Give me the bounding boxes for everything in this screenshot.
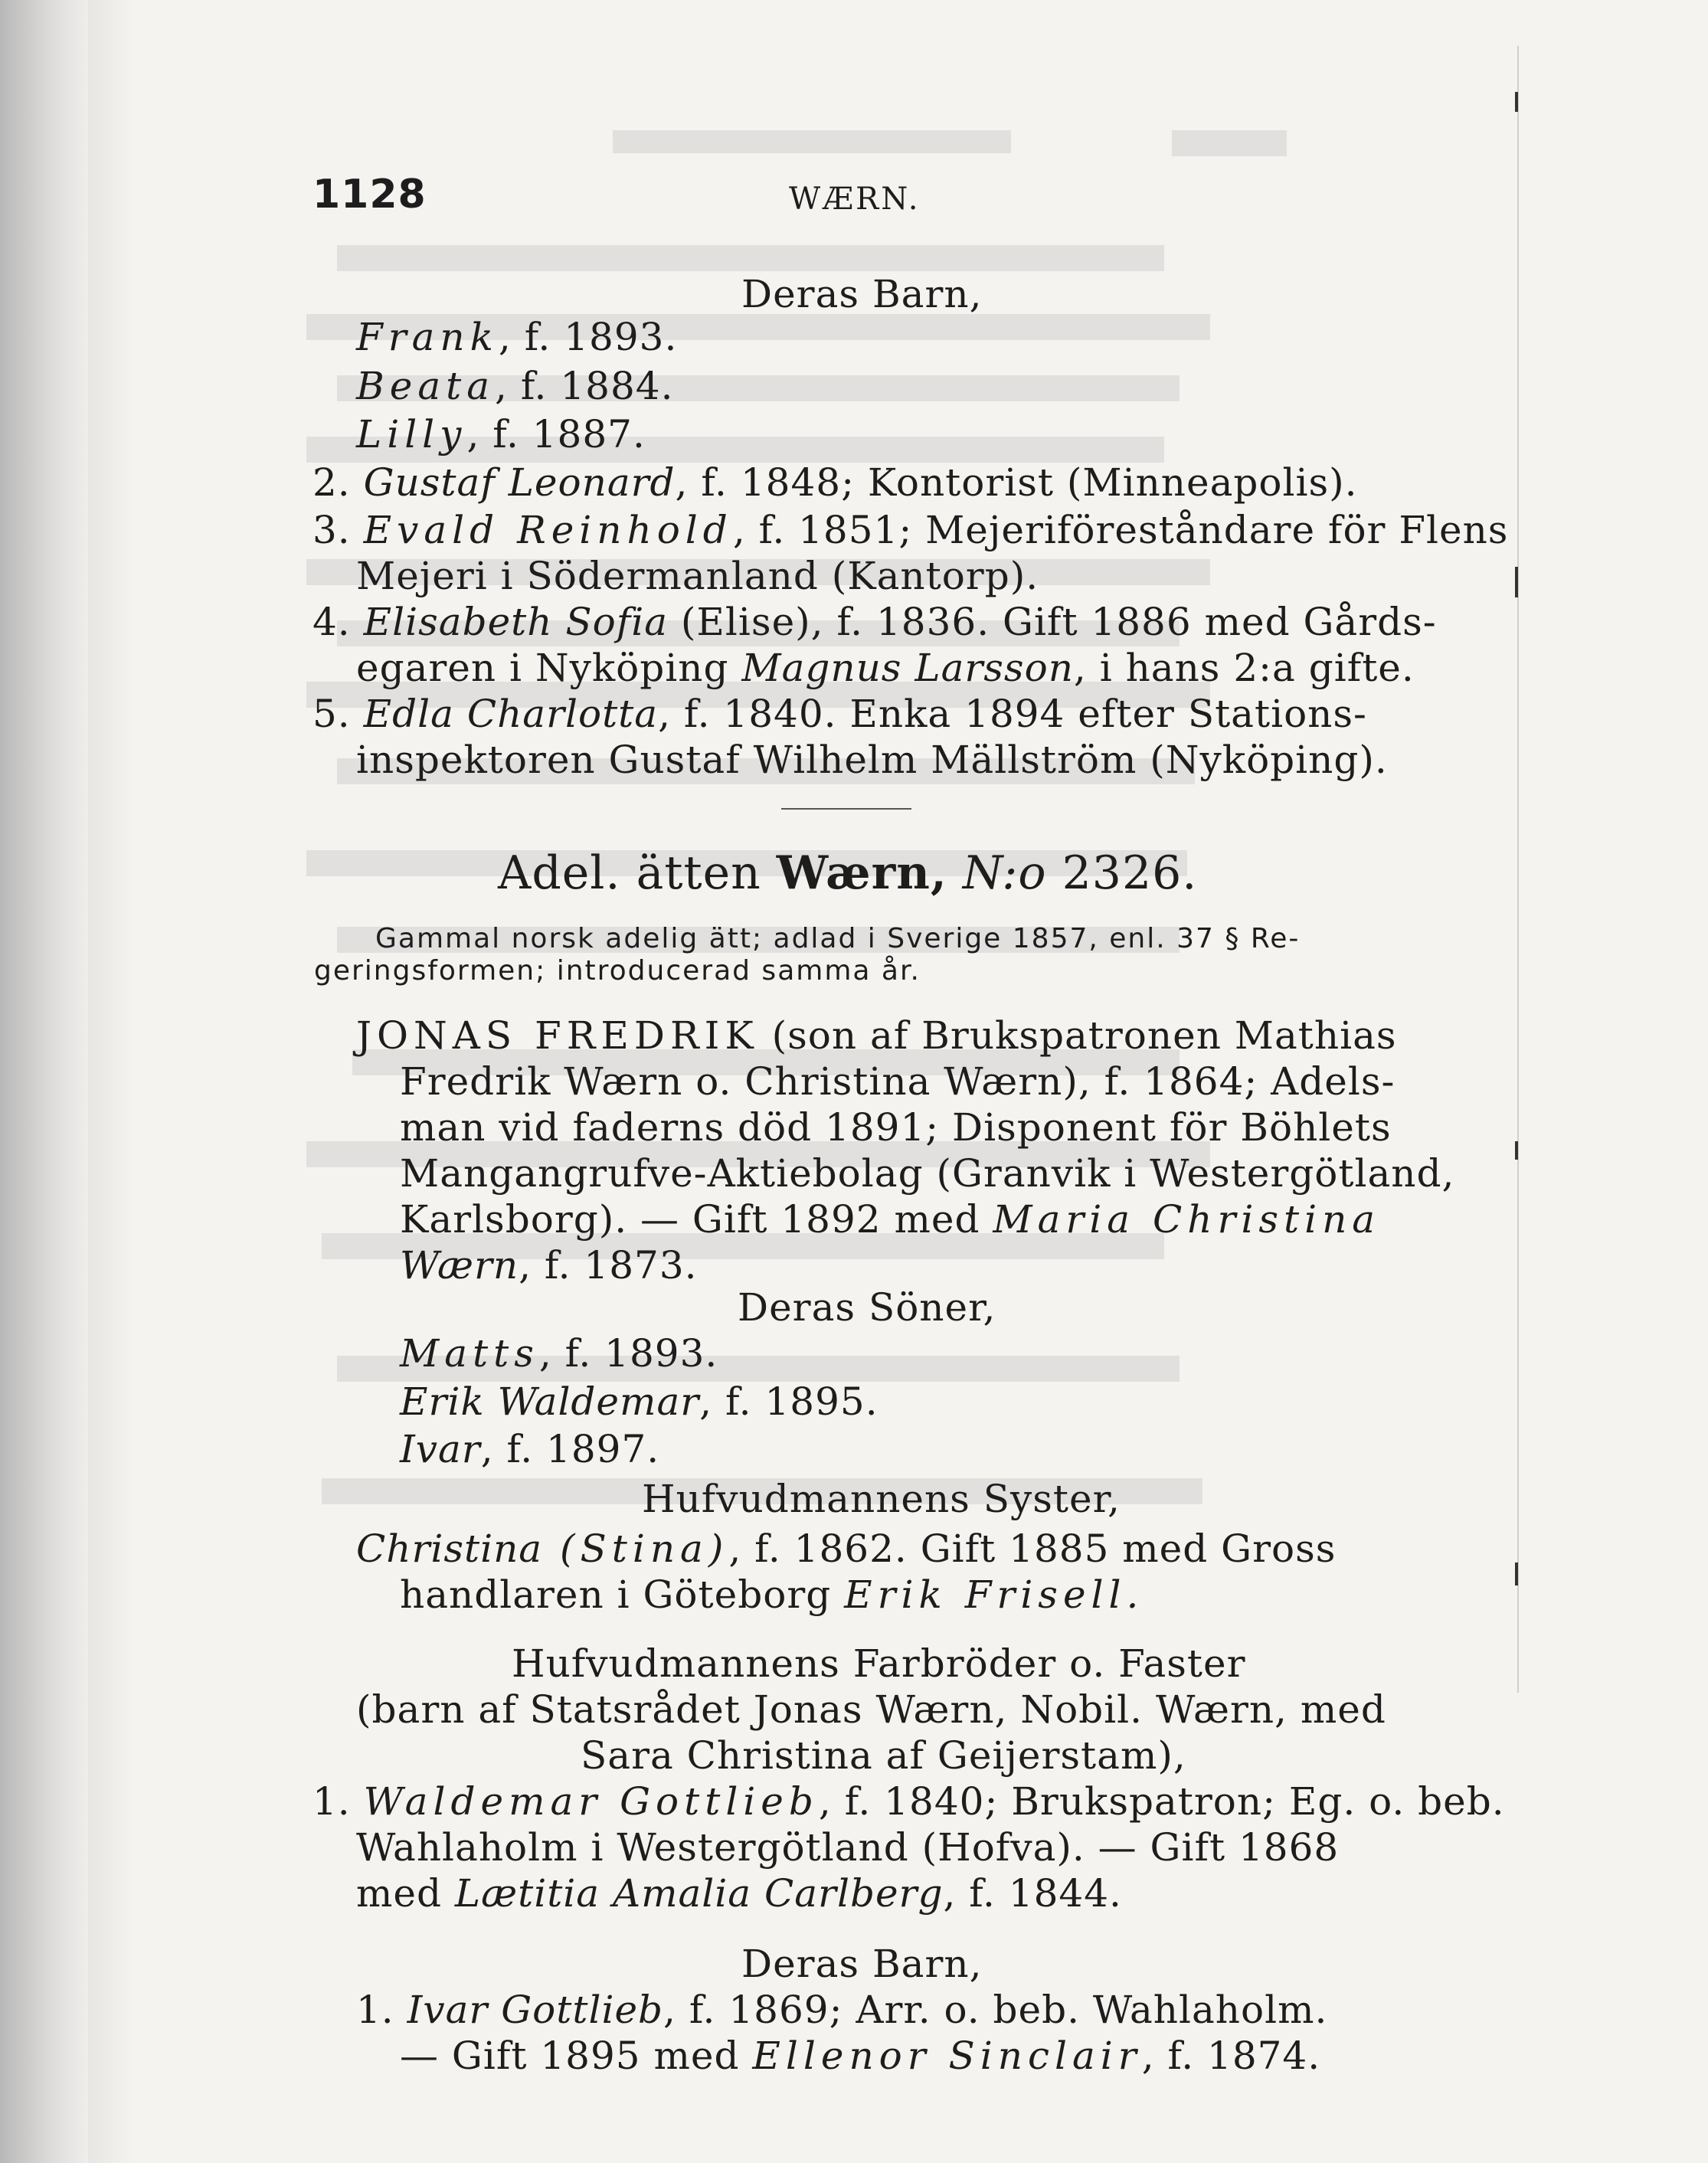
son-entry: Erik Waldemar, f. 1895.: [400, 1379, 879, 1424]
sibling-entry: 5. Edla Charlotta, f. 1840. Enka 1894 efter Stations-: [312, 692, 1367, 736]
child-entry: 1. Ivar Gottlieb, f. 1869; Arr. o. beb. Wahlaholm.: [356, 1988, 1328, 2032]
sibling-entry: 3. Evald Reinhold, f. 1851; Mejeriföreståndare för Flens: [312, 508, 1509, 552]
family-title: Adel. ätten Wærn, N:o 2326.: [498, 846, 1198, 900]
uncle-entry-continued: med Lætitia Amalia Carlberg, f. 1844.: [356, 1871, 1122, 1916]
section-divider: [781, 808, 911, 810]
sibling-entry: 4. Elisabeth Sofia (Elise), f. 1836. Gift 1886 med Gårds-: [312, 600, 1437, 644]
sister-entry-continued: handlaren i Göteborg Erik Frisell.: [400, 1572, 1144, 1617]
sibling-entry-continued: inspektoren Gustaf Wilhelm Mällström (Nyköping).: [356, 738, 1388, 782]
son-entry: Ivar, f. 1897.: [400, 1427, 660, 1471]
family-note: geringsformen; introducerad samma år.: [314, 955, 921, 987]
uncle-entry: 1. Waldemar Gottlieb, f. 1840; Brukspatron; Eg. o. beb.: [312, 1779, 1505, 1824]
page-number: 1128: [312, 172, 427, 218]
sibling-entry-continued: egaren i Nyköping Magnus Larsson, i hans 2:a gifte.: [356, 646, 1415, 690]
family-note: Gammal norsk adelig ätt; adlad i Sverige 1857, enl. 37 § Re-: [375, 923, 1301, 954]
subheading-sister: Hufvudmannens Syster,: [642, 1477, 1121, 1521]
son-entry: Matts, f. 1893.: [400, 1331, 718, 1376]
sibling-entry: 2. Gustaf Leonard, f. 1848; Kontorist (Minneapolis).: [312, 460, 1358, 505]
head-entry-line: Fredrik Wærn o. Christina Wærn), f. 1864; Adels-: [400, 1059, 1396, 1104]
uncle-entry-continued: Wahlaholm i Westergötland (Hofva). — Gift 1868: [356, 1825, 1340, 1870]
subheading-children: Deras Barn,: [741, 272, 983, 316]
head-entry: JONAS FREDRIK (son af Brukspatronen Mathias: [356, 1013, 1397, 1058]
subheading-children: Deras Barn,: [741, 1942, 983, 1986]
child-entry: Lilly, f. 1887.: [356, 412, 646, 456]
head-entry-line: man vid faderns död 1891; Disponent för Böhlets: [400, 1105, 1392, 1150]
sister-entry: Christina (Stina), f. 1862. Gift 1885 med Gross: [356, 1527, 1337, 1571]
head-entry-line: Wærn, f. 1873.: [400, 1243, 698, 1288]
running-title: WÆRN.: [789, 182, 921, 217]
uncles-parentage: Sara Christina af Geijerstam),: [581, 1733, 1186, 1778]
child-entry: Beata, f. 1884.: [356, 364, 674, 408]
head-entry-line: Karlsborg). — Gift 1892 med Maria Christina: [400, 1197, 1381, 1242]
child-entry-continued: — Gift 1895 med Ellenor Sinclair, f. 1874.: [400, 2034, 1321, 2078]
subheading-sons: Deras Söner,: [738, 1285, 996, 1330]
head-entry-line: Mangangrufve-Aktiebolag (Granvik i Westergötland,: [400, 1151, 1455, 1196]
child-entry: Frank, f. 1893.: [356, 315, 678, 359]
uncles-parentage: (barn af Statsrådet Jonas Wærn, Nobil. Wærn, med: [356, 1687, 1386, 1732]
sibling-entry-continued: Mejeri i Södermanland (Kantorp).: [356, 554, 1039, 598]
subheading-uncles: Hufvudmannens Farbröder o. Faster: [512, 1641, 1246, 1686]
